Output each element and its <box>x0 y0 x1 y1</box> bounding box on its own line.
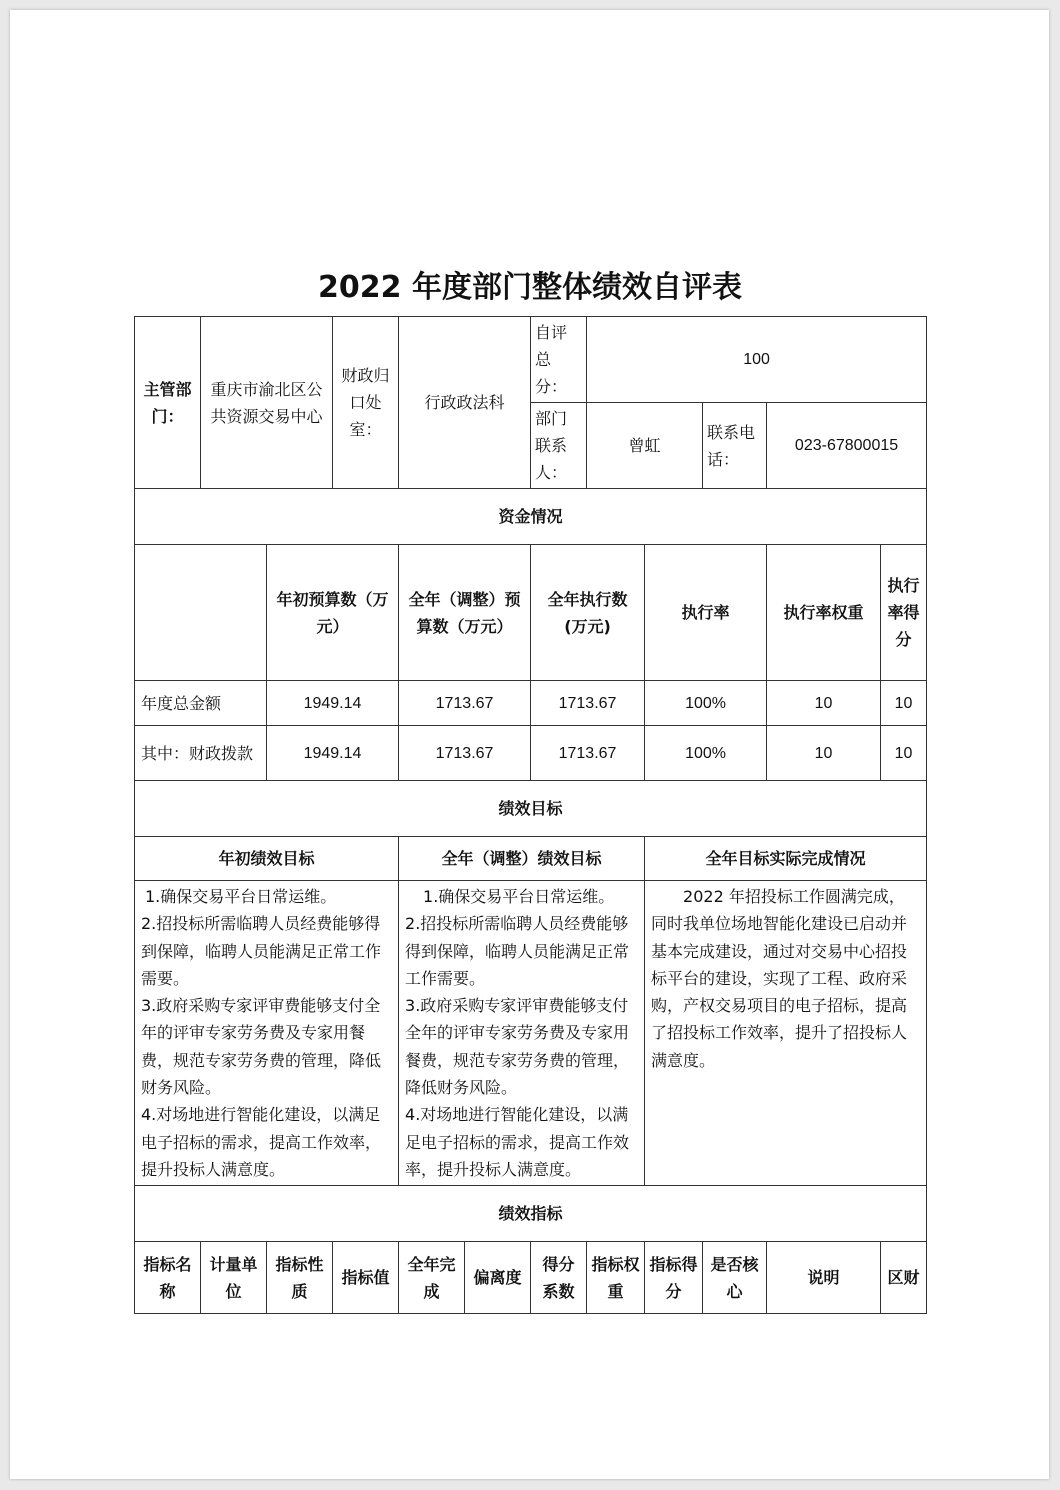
goals-initial-cell <box>135 881 399 1186</box>
goal-item: 2.招投标所需临聘人员经费能够得到保障，临聘人员能满足正常工作需要。 <box>405 914 630 988</box>
score-value: 100 <box>587 317 927 403</box>
phone-value: 023-67800015 <box>767 403 927 489</box>
funds-cell: 10 <box>881 726 927 781</box>
funds-cell: 100% <box>645 726 767 781</box>
funds-cell: 1713.67 <box>399 681 531 726</box>
goal-item: 1.确保交易平台日常运维。 <box>145 887 337 906</box>
goal-item: 1.确保交易平台日常运维。 <box>423 887 615 906</box>
funds-col-rate-score: 执行率得分 <box>881 545 927 681</box>
funds-cell: 1713.67 <box>531 681 645 726</box>
funds-cell: 10 <box>881 681 927 726</box>
goal-item: 2.招投标所需临聘人员经费能够得到保障，临聘人员能满足正常工作需要。 <box>141 914 382 988</box>
funds-col-executed: 全年执行数(万元) <box>531 545 645 681</box>
indicator-col-weight: 指标权重 <box>587 1242 645 1314</box>
funds-col-initial-budget: 年初预算数（万元） <box>267 545 399 681</box>
funds-col-adjusted-budget: 全年（调整）预算数（万元） <box>399 545 531 681</box>
funds-row-total <box>135 681 927 726</box>
finance-value: 行政政法科 <box>399 317 531 489</box>
funds-row-label: 其中：财政拨款 <box>135 726 267 781</box>
funds-cell: 10 <box>767 726 881 781</box>
indicator-col-nature: 指标性质 <box>267 1242 333 1314</box>
goal-item: 3.政府采购专家评审费能够支付全年的评审专家劳务费及专家用餐费，规范专家劳务费的管理，降低财务风险。 <box>405 996 630 1098</box>
goals-col-actual: 全年目标实际完成情况 <box>645 837 927 881</box>
contact-value: 曾虹 <box>587 403 703 489</box>
funds-cell: 10 <box>767 681 881 726</box>
funds-cell: 100% <box>645 681 767 726</box>
indicator-col-deviation: 偏离度 <box>465 1242 531 1314</box>
funds-row-fiscal <box>135 726 927 781</box>
phone-label: 联系电话： <box>703 403 767 489</box>
goal-item: 3.政府采购专家评审费能够支付全年的评审专家劳务费及专家用餐费，规范专家劳务费的管理，降低财务风险。 <box>141 996 382 1098</box>
goal-item: 4.对场地进行智能化建设，以满足电子招标的需求，提高工作效率，提升投标人满意度。 <box>405 1105 630 1179</box>
finance-label: 财政归口处室： <box>333 317 399 489</box>
funds-cell: 1713.67 <box>399 726 531 781</box>
indicator-col-score: 指标得分 <box>645 1242 703 1314</box>
indicator-col-unit: 计量单位 <box>201 1242 267 1314</box>
funds-cell: 1949.14 <box>267 726 399 781</box>
goals-adjusted-cell <box>399 881 645 1186</box>
indicator-col-value: 指标值 <box>333 1242 399 1314</box>
funds-row-label: 年度总金额 <box>135 681 267 726</box>
funds-section-title: 资金情况 <box>135 489 927 545</box>
contact-label: 部门联系人： <box>531 403 587 489</box>
goal-actual-text: 2022 年招投标工作圆满完成，同时我单位场地智能化建设已启动并基本完成建设，通过对交易中心招投标平台的建设，实现了工程、政府采购，产权交易项目的电子招标，提高了招投标工作效率，提升了招投标人满意度。 <box>651 887 908 1070</box>
funds-col-rate-weight: 执行率权重 <box>767 545 881 681</box>
indicator-col-core: 是否核心 <box>703 1242 767 1314</box>
goals-col-adjusted: 全年（调整）绩效目标 <box>399 837 645 881</box>
funds-header-blank <box>135 545 267 681</box>
score-label: 自评总分： <box>531 317 587 403</box>
goals-col-initial: 年初绩效目标 <box>135 837 399 881</box>
indicator-col-coefficient: 得分系数 <box>531 1242 587 1314</box>
goal-item: 4.对场地进行智能化建设，以满足电子招标的需求，提高工作效率，提升投标人满意度。 <box>141 1105 382 1179</box>
indicator-col-name: 指标名称 <box>135 1242 201 1314</box>
goals-section-title: 绩效目标 <box>135 781 927 837</box>
goals-actual-cell <box>645 881 927 1186</box>
page-title: 2022 年度部门整体绩效自评表 <box>318 270 742 305</box>
indicator-col-note: 说明 <box>767 1242 881 1314</box>
dept-value: 重庆市渝北区公共资源交易中心 <box>201 317 333 489</box>
indicators-section-title: 绩效指标 <box>135 1186 927 1242</box>
funds-cell: 1713.67 <box>531 726 645 781</box>
dept-label: 主管部门： <box>135 317 201 489</box>
indicator-col-district: 区财 <box>881 1242 927 1314</box>
funds-col-rate: 执行率 <box>645 545 767 681</box>
indicator-col-completed: 全年完成 <box>399 1242 465 1314</box>
evaluation-table <box>134 316 927 1314</box>
funds-cell: 1949.14 <box>267 681 399 726</box>
